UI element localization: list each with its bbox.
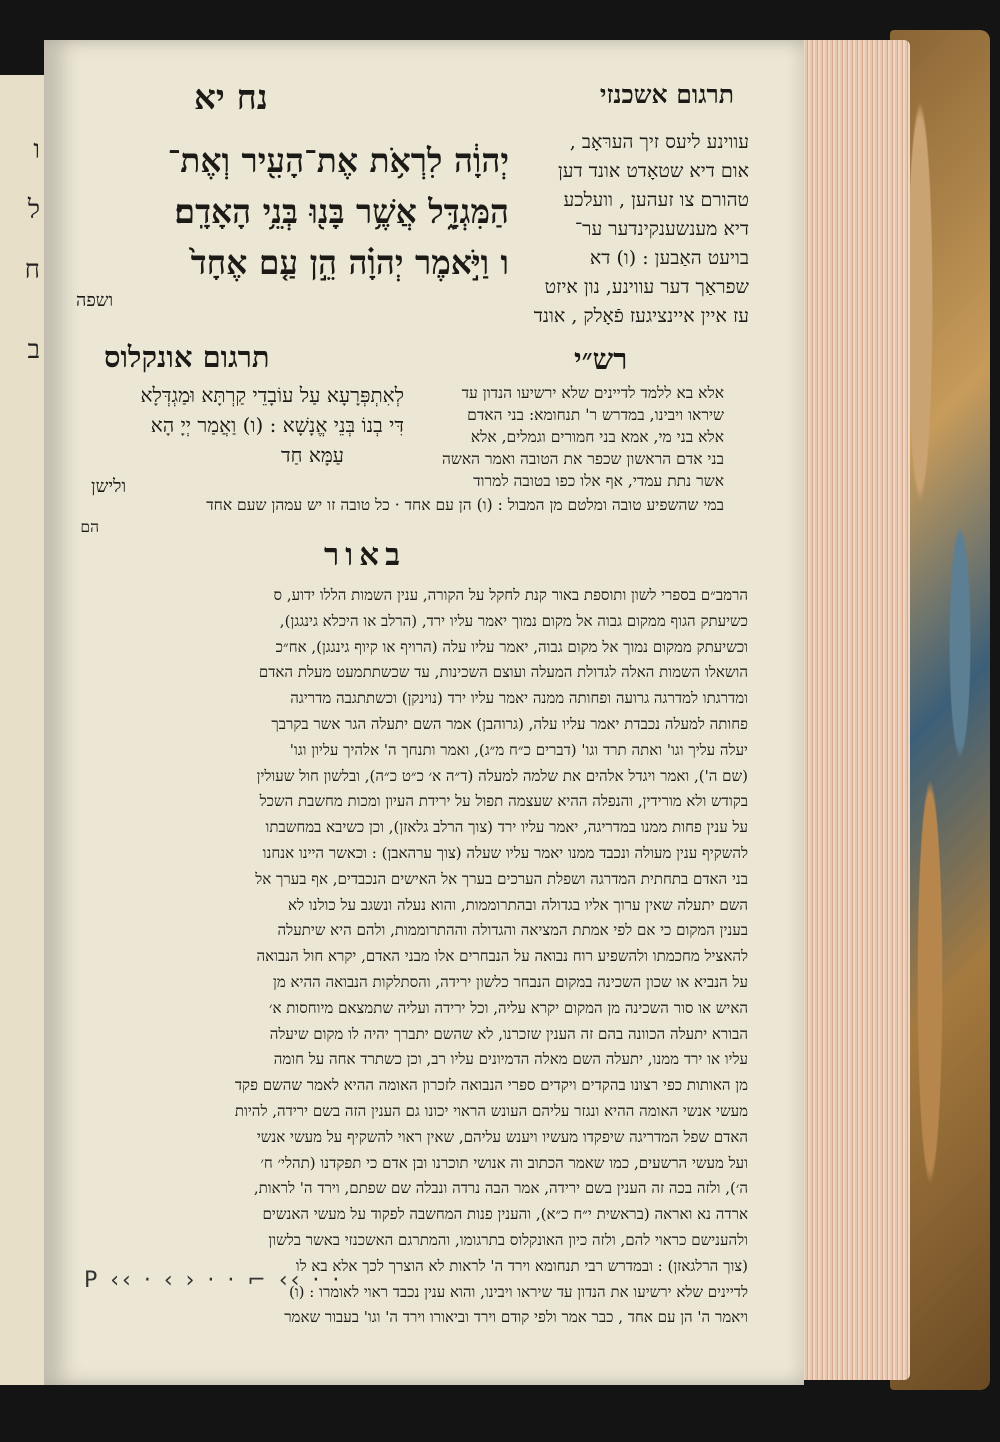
biur-line: כשיעתק הגוף ממקום גבוה אל מקום נמוך יאמר עליו ירד, (הרלב או היכלא גינגגן), bbox=[279, 611, 748, 630]
onkelos-line: עַמָּא חַד bbox=[281, 443, 344, 467]
biur-line: האיש או סור השכינה מן המקום יקרא עליה, וכל ירידה ועליה שתמצאם מיוחסות א׳ bbox=[269, 998, 748, 1017]
biur-line: הבורא יתעלה הכוונה בהם זה הענין שזכרנו, לא שהשם יתברך יהיה לו מקום שיעלה bbox=[269, 1024, 748, 1043]
book-page bbox=[44, 40, 804, 1385]
onkelos-line: דִּי בְנוֹ בְּנֵי אֱנָשָׁא : (ו) וַאֲמַר יְיָ הָא bbox=[150, 413, 404, 437]
onkelos-title: תרגום אונקלוס bbox=[104, 340, 270, 374]
biur-line: ארדה נא ואראה (בראשית י״ח כ״א), והענין פנות המחשבה לפקוד על מעשי האנשים bbox=[262, 1205, 748, 1224]
biur-line: מעשי אנשי האומה ההיא ונגזר עליהם העונש הראוי יכונו גם הענין הזה בשם ירידה, להיות bbox=[234, 1101, 748, 1120]
biur-line: לדיינים שלא ירשיעו את הנדון עד שיראו ויבינו, והוא ענין נכבד ראוי לאומרו : (ו) bbox=[288, 1282, 748, 1301]
biur-line: ומדרגתו למדרגה גרועה ופחותה ממנה יאמר עליו ירד (נוינקן) וכשתתגבה מדריגה bbox=[290, 689, 748, 708]
biur-line: האדם שפל המדריגה שיפקדו מעשיו ויענש עליהם, שאין ראוי להשקיף על מעשי אנשי bbox=[256, 1127, 748, 1146]
translation-line: אום דיא שטאָדט אונד דען bbox=[557, 160, 749, 182]
running-head-right: תרגום אשכנזי bbox=[599, 80, 734, 109]
rashi-line: שיראו ויבינו, במדרש ר' תנחומא: בני האדם bbox=[467, 406, 724, 424]
translation-line: בויעט האַבען : (ו) דא bbox=[589, 247, 749, 269]
translation-line: עז איין איינציגעז פֿאָלק , אונד bbox=[533, 305, 749, 327]
biur-line: ה׳), ולזה בכה זה הענין בשם ירידה, אמר הבה נרדה ונבלה שם שפתם, וירד ה' לראות, bbox=[253, 1179, 748, 1198]
biur-line: הרמב״ם בספרי לשון ותוספת באור קנת לחקל על הקורה, ענין השמות הללו ידוע, ס bbox=[273, 586, 748, 604]
translation-line: דיא מענשענקינדער ער־ bbox=[574, 218, 749, 240]
biur-line: בני האדם בתחתית המדרגה ושפלת הערכים בערך אל האישים הנכבדים, אף בערך אל bbox=[255, 869, 748, 888]
facing-page-edge: ו ל ח ב bbox=[0, 75, 46, 1385]
rashi-title: רש״י bbox=[574, 342, 628, 376]
biur-line: (שם ה'), ואמר ויגדל אלהים את שלמה למעלה (ד״ה א׳ כ״ט כ״ה), ובלשון חול שעולין bbox=[256, 766, 748, 785]
biur-line: מן האותות כפי רצונו בהקדים ויקדים ספרי הנבואה לזכרון האומה ההיא לאמר שהשם פקד bbox=[234, 1076, 748, 1095]
biur-line: על ענין פחות ממנו במדריגה, יאמר עליו ירד (צוך הרלב גלאזן), וכן כשיבא במחשבתו bbox=[265, 818, 748, 837]
handwritten-catchword: P ‹‹ · ‹ › · · ⌐ ‹‹ · · bbox=[84, 1268, 343, 1293]
biur-line: יעלה עליך וגו' ואתה תרד וגו' (דברים כ״ח מ״ג), ואמר ותנחך ה' אלהיך עליון וגו' bbox=[289, 740, 748, 759]
translation-line: טהורם צו זעהען , וועלכע bbox=[563, 189, 749, 211]
onkelos-gloss: ולישן bbox=[91, 476, 127, 497]
rashi-line: אלא בני מי, אמא בני חמורים וגמלים, אלא bbox=[470, 428, 724, 446]
biur-line: על הנביא או שכון השכינה במקום הנבחר כלשון ירידה, והסתלקות הנבואה ההיא מן bbox=[273, 972, 748, 991]
hebrew-verse bbox=[64, 135, 509, 288]
biur-line: (צוך הרלגאזן) : ובמדרש רבי תנחומא וירד ה' לראות לא הוצרך לכך אלא בא לו bbox=[295, 1256, 748, 1275]
biur-line: עליו או ירד ממנו, יתעלה השם מאלה הדמיונים עליו רב, וכן כשתרד אחה על חומה bbox=[273, 1050, 748, 1069]
biur-line: וכשיעתק ממקום נמוך אל מקום גבוה, יאמר עליו עלה (הרויף או קיוף גינגגן), אח״כ bbox=[275, 637, 748, 656]
rashi-text-wide bbox=[59, 494, 724, 538]
page-block-edge bbox=[790, 40, 910, 1380]
verse-line: ו וַיֹּ֣אמֶר יְהוָ֗ה הֵ֣ן עַ֤ם אֶחָד֙ bbox=[190, 243, 509, 282]
biur-title: באור bbox=[324, 537, 407, 573]
gloss-word: ושפה bbox=[76, 290, 114, 311]
biur-line: ויאמר ה' הן עם אחד , כבר אמר ולפי קודם וירד וביאורו וירד ה' וגו' בעבור שאמר bbox=[284, 1308, 748, 1327]
german-translation bbox=[499, 128, 749, 331]
translation-line: שפראַך דער עווינע, נון איזט bbox=[544, 276, 749, 298]
running-head-left: נח יא bbox=[194, 78, 268, 118]
rashi-text bbox=[404, 382, 724, 492]
rashi-line: בני אדם הראשון שכפר את הטובה ואמר האשה bbox=[441, 450, 724, 468]
biur-line: להאציל מחכמתו ולהשפיע רוח נבואה על הנבחרים אלו מבני האדם, יקרא חול הנבואה bbox=[256, 947, 748, 966]
biur-line: הושאלו השמות האלה לגדולת המעלה ועוצם השכינות, עד שכשתתמעט מעלת האדם bbox=[258, 663, 748, 682]
verse-line: הַמִּגְדָּ֑ל אֲשֶׁ֥ר בָּנ֖וּ בְּנֵ֥י הָאָדָֽם׃ bbox=[174, 192, 509, 231]
biur-line: להשקיף ענין מעולה ונכבד ממנו יאמר עליו שעלה (צוך ערהאבן) : וכאשר היינו אנחנו bbox=[262, 843, 748, 862]
rashi-line: הם bbox=[80, 518, 99, 536]
rashi-line: במי שהשפיע טובה ומלטם מן המבול : (ו) הן עם אחד · כל טובה זו יש עמהן שעם אחד bbox=[206, 496, 724, 514]
biur-line: פחותה למעלה נכבדת יאמר עליו עלה, (גרוהבן) אמר השם יתעלה הגר אשר בקרבך bbox=[271, 714, 748, 733]
rashi-line: אלא בא ללמד לדיינים שלא ירשיעו הנדון עד bbox=[461, 384, 724, 402]
translation-line: עווינע ליעס זיך הערּאָב , bbox=[569, 131, 749, 153]
onkelos-line: לְאִתְפְּרָעָא עַל עוֹבָדֵי קַרְתָּא וּמַגְדְּלָא bbox=[140, 383, 404, 407]
onkelos-text bbox=[64, 380, 404, 470]
biur-line: בקודש ולא מורידין, והנפלה ההיא שעצמה תפול על ירידת העיון ומכות מחשבת השכל bbox=[259, 792, 748, 811]
biur-line: בענין המקום כי אם לפי אמתת המציאה והגדולה וההתרוממות, ולהם היא שיתעלה bbox=[277, 921, 748, 940]
biur-line: ועל מעשי הרשעים, כמו שאמר הכתוב וה אנושי תוכרנו ובן אדם כי תפקדנו (תהלי׳ ח׳ bbox=[260, 1153, 748, 1172]
biur-line: ולהענישם כראוי להם, ולזה כיון האונקלוס בתרגומו, והמתרגם האשכנזי באשר בלשון bbox=[268, 1230, 748, 1249]
biur-commentary bbox=[58, 583, 748, 1331]
rashi-line: אשר נתת עמדי, אף אלו כפו בטובה למרוד bbox=[473, 472, 724, 490]
verse-line: יְהוָ֔ה לִרְאֹ֥ת אֶת־הָעִ֖יר וְאֶת־ bbox=[167, 141, 509, 180]
biur-line: השם יתעלה שאין ערוך אליו בגדולה ובהתרוממות, והוא נעלה ונשגב על כולנו לא bbox=[288, 895, 748, 914]
